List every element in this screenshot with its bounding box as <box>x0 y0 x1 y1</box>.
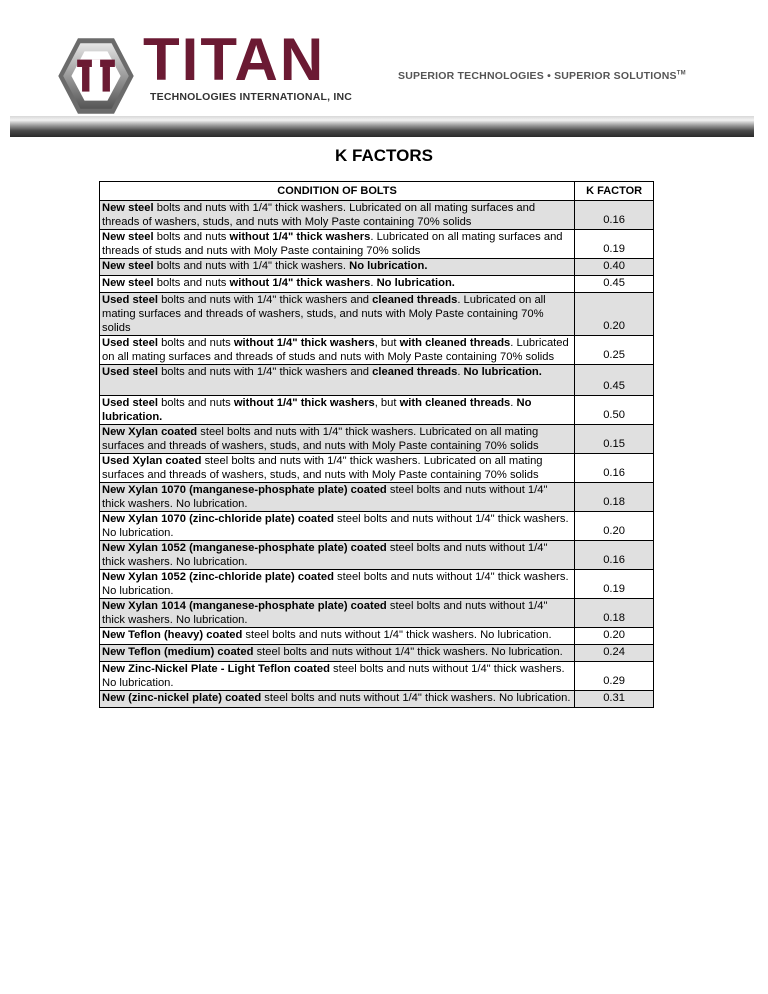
condition-cell <box>100 201 575 230</box>
k-factor-cell: 0.29 <box>575 662 654 691</box>
k-factor-cell: 0.19 <box>575 570 654 599</box>
k-factor-cell: 0.24 <box>575 645 654 662</box>
condition-bold-text: No lubrication. <box>463 366 542 378</box>
condition-text: bolts and nuts with 1/4" thick washers and <box>157 366 373 378</box>
condition-bold-text: with cleaned threads <box>399 397 511 409</box>
condition-bold-text: without 1/4" thick washers <box>229 277 371 289</box>
k-factor-cell: 0.16 <box>575 541 654 570</box>
condition-text: bolts and nuts with 1/4" thick washers. <box>153 260 350 272</box>
condition-cell <box>100 512 575 541</box>
condition-bold-text: No lubrication. <box>376 277 455 289</box>
k-factor-cell: 0.16 <box>575 201 654 230</box>
table-row <box>100 541 654 570</box>
condition-cell <box>100 259 575 276</box>
k-factor-cell: 0.20 <box>575 628 654 645</box>
condition-text: . <box>457 366 464 378</box>
condition-bold-text: New Xylan 1070 (manganese-phosphate plate) coated <box>102 484 387 496</box>
condition-text: steel bolts and nuts without 1/4" thick washers. No lubrication. <box>102 663 565 689</box>
condition-cell <box>100 691 575 708</box>
table-header-row <box>100 182 654 201</box>
k-factor-table <box>99 181 654 708</box>
table-row <box>100 645 654 662</box>
k-factor-cell: 0.19 <box>575 230 654 259</box>
condition-bold-text: New steel <box>102 202 154 214</box>
condition-bold-text: Used steel <box>102 294 158 306</box>
condition-bold-text: Used steel <box>102 337 158 349</box>
condition-text: steel bolts and nuts without 1/4" thick washers. No lubrication. <box>102 513 569 539</box>
k-factor-cell: 0.15 <box>575 425 654 454</box>
condition-text: bolts and nuts with 1/4" thick washers. Lubricated on all mating surfaces and threads of washers, studs, and nuts with Moly Paste containing 70% solids <box>102 202 536 228</box>
table-row <box>100 599 654 628</box>
condition-text: , but <box>374 397 400 409</box>
table-row <box>100 293 654 336</box>
condition-bold-text: New Xylan coated <box>102 426 198 438</box>
header-divider-bar <box>10 116 754 137</box>
condition-bold-text: cleaned threads <box>372 294 458 306</box>
condition-text: , but <box>374 337 400 349</box>
table-row <box>100 230 654 259</box>
table-row <box>100 259 654 276</box>
page-title: K FACTORS <box>335 146 433 165</box>
condition-text: steel bolts and nuts without 1/4" thick washers. No lubrication. <box>102 542 548 568</box>
condition-cell <box>100 365 575 396</box>
condition-cell <box>100 570 575 599</box>
condition-text: bolts and nuts with 1/4" thick washers and <box>157 294 373 306</box>
condition-bold-text: Used steel <box>102 366 158 378</box>
brand-subtitle: TECHNOLOGIES INTERNATIONAL, INC <box>150 91 353 103</box>
condition-cell <box>100 396 575 425</box>
condition-bold-text: New Teflon (medium) coated <box>102 646 254 658</box>
condition-text: bolts and nuts <box>153 277 230 289</box>
table-row <box>100 512 654 541</box>
header-condition: CONDITION OF BOLTS <box>100 182 575 201</box>
condition-cell <box>100 276 575 293</box>
table-row <box>100 276 654 293</box>
brand-name: TITAN <box>143 26 326 93</box>
condition-cell <box>100 425 575 454</box>
condition-bold-text: Used Xylan coated <box>102 455 202 467</box>
condition-bold-text: New Xylan 1052 (manganese-phosphate plate) coated <box>102 542 387 554</box>
condition-text: . <box>370 277 377 289</box>
tagline <box>398 70 686 82</box>
condition-text: bolts and nuts <box>157 337 234 349</box>
condition-bold-text: cleaned threads <box>372 366 458 378</box>
k-factor-cell: 0.18 <box>575 483 654 512</box>
condition-cell <box>100 336 575 365</box>
page-header <box>0 0 768 140</box>
k-factor-cell: 0.16 <box>575 454 654 483</box>
condition-bold-text: No lubrication. <box>102 397 532 423</box>
condition-cell <box>100 454 575 483</box>
condition-bold-text: New Xylan 1014 (manganese-phosphate plate) coated <box>102 600 387 612</box>
condition-bold-text: without 1/4" thick washers <box>229 231 371 243</box>
condition-text: steel bolts and nuts without 1/4" thick washers. No lubrication. <box>261 692 571 704</box>
condition-cell <box>100 599 575 628</box>
k-factor-cell: 0.40 <box>575 259 654 276</box>
condition-bold-text: without 1/4" thick washers <box>233 397 375 409</box>
condition-text: bolts and nuts <box>157 397 234 409</box>
k-factor-cell: 0.45 <box>575 276 654 293</box>
condition-bold-text: New (zinc-nickel plate) coated <box>102 692 262 704</box>
table-row <box>100 662 654 691</box>
table-row <box>100 691 654 708</box>
k-factor-cell: 0.18 <box>575 599 654 628</box>
condition-bold-text: New Xylan 1070 (zinc-chloride plate) coated <box>102 513 334 525</box>
condition-cell <box>100 662 575 691</box>
trademark-mark: TM <box>676 70 686 77</box>
condition-bold-text: New steel <box>102 260 154 272</box>
table-row <box>100 628 654 645</box>
k-factor-cell: 0.25 <box>575 336 654 365</box>
table-row <box>100 336 654 365</box>
titan-hex-logo-icon <box>55 35 137 117</box>
condition-cell <box>100 293 575 336</box>
k-factor-cell: 0.50 <box>575 396 654 425</box>
condition-text: bolts and nuts <box>153 231 230 243</box>
table-body <box>100 201 654 708</box>
table-row <box>100 454 654 483</box>
table-row <box>100 425 654 454</box>
condition-bold-text: without 1/4" thick washers <box>233 337 375 349</box>
k-factor-cell: 0.45 <box>575 365 654 396</box>
condition-bold-text: New Teflon (heavy) coated <box>102 629 243 641</box>
condition-text: steel bolts and nuts without 1/4" thick washers. No lubrication. <box>242 629 552 641</box>
condition-bold-text: with cleaned threads <box>399 337 511 349</box>
condition-bold-text: New steel <box>102 277 154 289</box>
table-row <box>100 570 654 599</box>
condition-text: steel bolts and nuts without 1/4" thick washers. No lubrication. <box>102 484 548 510</box>
table-row <box>100 396 654 425</box>
condition-text: steel bolts and nuts without 1/4" thick washers. No lubrication. <box>253 646 563 658</box>
condition-text: . Lubricated on all mating surfaces and threads of washers, studs, and nuts with Moly Paste containing 70% solids <box>102 294 546 334</box>
condition-text: steel bolts and nuts without 1/4" thick washers. No lubrication. <box>102 600 548 626</box>
condition-cell <box>100 230 575 259</box>
k-factor-cell: 0.31 <box>575 691 654 708</box>
table-row <box>100 365 654 396</box>
condition-cell <box>100 645 575 662</box>
condition-cell <box>100 541 575 570</box>
k-factor-cell: 0.20 <box>575 293 654 336</box>
condition-cell <box>100 628 575 645</box>
condition-text: steel bolts and nuts with 1/4" thick washers. Lubricated on all mating surfaces and threads of washers, studs, and nuts with Moly Paste containing 70% solids <box>102 455 543 481</box>
k-factor-cell: 0.20 <box>575 512 654 541</box>
table-row <box>100 201 654 230</box>
table-row <box>100 483 654 512</box>
condition-text: steel bolts and nuts with 1/4" thick washers. Lubricated on all mating surfaces and threads of washers, studs, and nuts with Moly Paste containing 70% solids <box>102 426 539 452</box>
header-k-factor: K FACTOR <box>575 182 654 201</box>
condition-text: . <box>510 397 517 409</box>
condition-text: steel bolts and nuts without 1/4" thick washers. No lubrication. <box>102 571 569 597</box>
tagline-text: SUPERIOR TECHNOLOGIES • SUPERIOR SOLUTIONS <box>398 70 677 82</box>
condition-text: . Lubricated on all mating surfaces and threads of studs and nuts with Moly Paste containing 70% solids <box>102 231 563 257</box>
condition-bold-text: New Zinc-Nickel Plate - Light Teflon coated <box>102 663 330 675</box>
condition-cell <box>100 483 575 512</box>
condition-bold-text: No lubrication. <box>349 260 428 272</box>
condition-text: . Lubricated on all mating surfaces and threads of studs and nuts with Moly Paste containing 70% solids <box>102 337 569 363</box>
condition-bold-text: New steel <box>102 231 154 243</box>
condition-bold-text: Used steel <box>102 397 158 409</box>
condition-bold-text: New Xylan 1052 (zinc-chloride plate) coated <box>102 571 334 583</box>
